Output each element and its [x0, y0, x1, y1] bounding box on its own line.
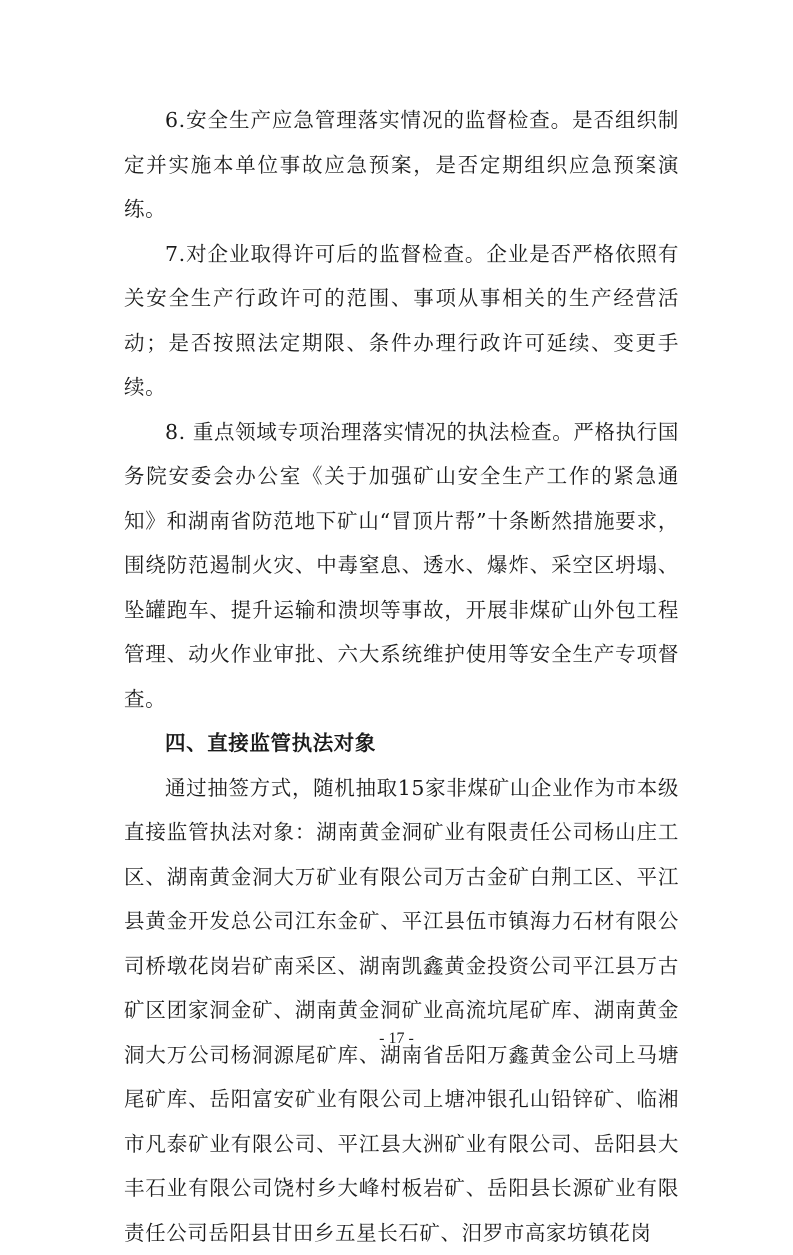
- document-body: [124, 98, 679, 1255]
- page-number: - 17 -: [0, 1030, 793, 1048]
- section-heading: 四、直接监管执法对象: [124, 721, 679, 766]
- paragraph-item-7: 7.对企业取得许可后的监督检查。企业是否严格依照有关安全生产行政许可的范围、事项从事相关的生产经营活动；是否按照法定期限、条件办理行政许可延续、变更手续。: [124, 232, 679, 410]
- paragraph-item-8: 8. 重点领域专项治理落实情况的执法检查。严格执行国务院安委会办公室《关于加强矿山安全生产工作的紧急通知》和湖南省防范地下矿山“冒顶片帮”十条断然措施要求，围绕防范遏制火灾、中毒窒息、透水、爆炸、采空区坍塌、坠罐跑车、提升运输和溃坝等事故，开展非煤矿山外包工程管理、动火作业审批、六大系统维护使用等安全生产专项督查。: [124, 410, 679, 722]
- paragraph-item-6: 6.安全生产应急管理落实情况的监督检查。是否组织制定并实施本单位事故应急预案，是否定期组织应急预案演练。: [124, 98, 679, 232]
- paragraph-supervision-targets: 通过抽签方式，随机抽取15家非煤矿山企业作为市本级直接监管执法对象：湖南黄金洞矿业有限责任公司杨山庄工区、湖南黄金洞大万矿业有限公司万古金矿白荆工区、平江县黄金开发总公司江东金矿、平江县伍市镇海力石材有限公司桥墩花岗岩矿南采区、湖南凯鑫黄金投资公司平江县万古矿区团家洞金矿、湖南黄金洞矿业高流坑尾矿库、湖南黄金洞大万公司杨洞源尾矿库、湖南省岳阳万鑫黄金公司上马塘尾矿库、岳阳富安矿业有限公司上塘冲银孔山铅锌矿、临湘市凡泰矿业有限公司、平江县大洲矿业有限公司、岳阳县大丰石业有限公司饶村乡大峰村板岩矿、岳阳县长源矿业有限责任公司岳阳县甘田乡五星长石矿、汨罗市高家坊镇花岗: [124, 766, 679, 1255]
